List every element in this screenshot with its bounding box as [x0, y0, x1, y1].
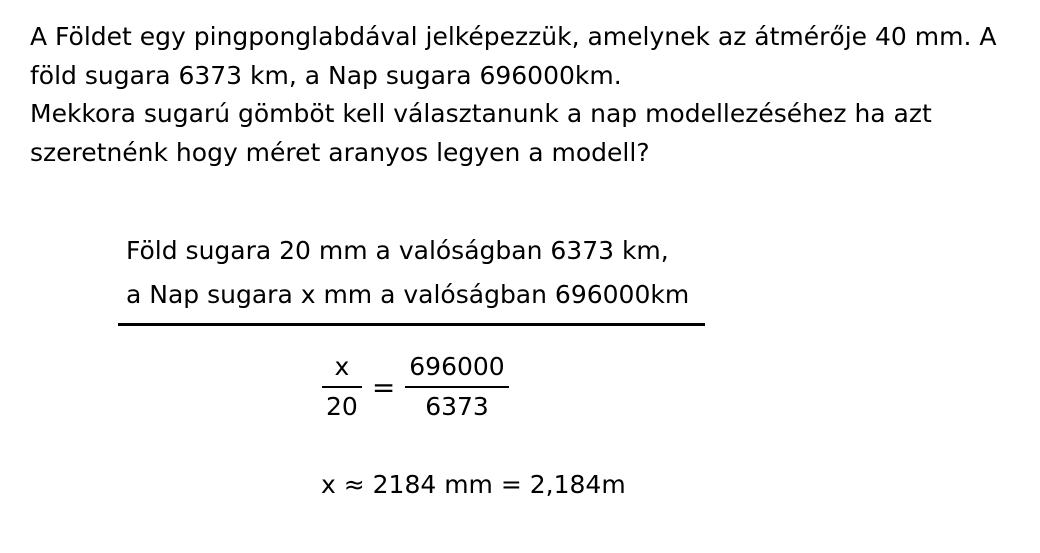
given-line-1: Föld sugara 20 mm a valóságban 6373 km, — [126, 236, 669, 265]
given-line-2: a Nap sugara x mm a valóságban 696000km — [126, 280, 690, 309]
right-denominator: 6373 — [425, 392, 489, 421]
left-fraction-bar — [322, 386, 362, 388]
result-text: x ≈ 2184 mm = 2,184m — [321, 470, 626, 499]
right-fraction — [405, 350, 508, 424]
equals-sign: = — [371, 370, 396, 404]
problem-text — [30, 18, 1030, 172]
right-fraction-bar — [405, 386, 508, 388]
problem-line-4: szeretnénk hogy méret aranyos legyen a modell? — [30, 137, 650, 167]
problem-line-1: A Földet egy pingponglabdával jelképezzük, amelynek az átmérője 40 mm. A — [30, 22, 997, 51]
left-numerator: x — [334, 352, 350, 381]
divider-line — [118, 323, 705, 326]
given-values — [126, 229, 689, 317]
left-fraction — [322, 350, 362, 424]
proportion-equation — [322, 350, 509, 424]
problem-line-3: Mekkora sugarú gömböt kell választanunk a nap modellezéséhez ha azt — [30, 99, 932, 128]
left-denominator: 20 — [326, 392, 358, 421]
right-numerator: 696000 — [409, 352, 505, 381]
problem-line-2: föld sugara 6373 km, a Nap sugara 696000km. — [30, 60, 622, 90]
